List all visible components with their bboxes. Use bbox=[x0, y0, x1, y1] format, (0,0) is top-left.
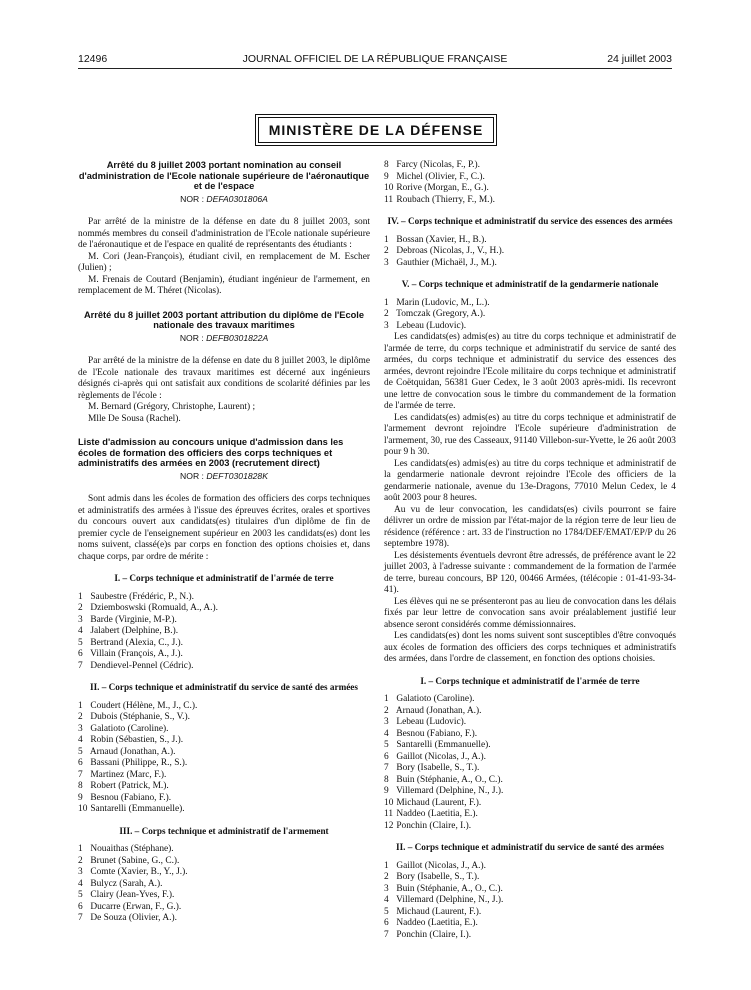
page-header bbox=[78, 53, 672, 67]
paragraph: Les désistements éventuels devront être adressés, de préférence avant le 22 juillet 2003, à l'adresse suivante : commandement de la formation de l'armée de terre, bureau concours, BP 120, 00466 Armées, (télécopie : 01-41-93-34-41). bbox=[384, 550, 676, 595]
left-column bbox=[78, 160, 370, 925]
candidate-name: Clairy (Jean-Yves, F.). bbox=[88, 890, 175, 900]
list-item bbox=[384, 884, 676, 896]
nor-code: DEFB0301822A bbox=[206, 332, 269, 343]
rank-number: 6 bbox=[78, 901, 83, 912]
rank-number: 10 bbox=[384, 183, 394, 193]
rank-number: 2 bbox=[78, 855, 83, 866]
section-title: III. – Corps technique et administratif de l'armement bbox=[119, 825, 329, 836]
ranked-list bbox=[384, 861, 676, 942]
list-item bbox=[78, 724, 370, 736]
list-item bbox=[384, 930, 676, 942]
candidate-name: Coudert (Hélène, M., J., C.). bbox=[88, 700, 198, 711]
list-item bbox=[384, 821, 676, 833]
candidate-name: Robin (Sébastien, S., J.). bbox=[88, 735, 184, 745]
section-title: I. – Corps technique et administratif de l'armée de terre bbox=[114, 573, 334, 583]
rank-number: 3 bbox=[78, 614, 83, 625]
list-item bbox=[384, 258, 676, 270]
list-item bbox=[384, 321, 676, 333]
list-item bbox=[384, 160, 676, 172]
rank-number: 2 bbox=[78, 603, 83, 613]
list-item bbox=[384, 309, 676, 321]
list-item bbox=[78, 902, 370, 914]
list-item bbox=[78, 661, 370, 673]
candidate-name: Michel (Olivier, F., C.). bbox=[394, 171, 485, 182]
candidate-name: Bassani (Philippe, R., S.). bbox=[88, 758, 188, 768]
candidate-name: Ducarre (Erwan, F., G.). bbox=[88, 901, 182, 912]
paragraph: Sont admis dans les écoles de formation des officiers des corps techniques et administratifs des armées à l'issue des épreuves écrites, orales et sportives du concours ouvert aux candidats(es) titulaires d'un diplôme de fin de premier cycle de l'enseignement supérieur en 2003 les candidats(es) dont les noms suivent, classé(e)s par corps en fonction des options choisies et, dans chaque corps, par ordre de mérite : bbox=[78, 494, 370, 562]
ranked-list bbox=[384, 160, 676, 206]
paragraph: M. Bernard (Grégory, Christophe, Laurent) ; bbox=[88, 402, 256, 412]
nor-reference: NOR : DEFB0301822A bbox=[179, 332, 269, 343]
rank-number: 10 bbox=[384, 797, 394, 808]
candidate-name: Arnaud (Jonathan, A.). bbox=[88, 746, 176, 757]
paragraph: Les élèves qui ne se présenteront pas au lieu de convocation dans les délais fixés par leur lettre de convocation sans avoir préalablement justifié leur absence seront considérés comme démissionnaires. bbox=[384, 596, 676, 630]
candidate-name: Villemard (Delphine, N., J.). bbox=[394, 895, 504, 905]
rank-number: 2 bbox=[384, 705, 389, 716]
list-item bbox=[384, 183, 676, 195]
list-item bbox=[78, 890, 370, 902]
rank-number: 3 bbox=[384, 257, 389, 268]
candidate-name: Bory (Isabelle, S., T.). bbox=[394, 872, 480, 882]
section-title: I. – Corps technique et administratif de l'armée de terre bbox=[420, 675, 640, 686]
candidate-name: Ponchin (Claire, I.). bbox=[394, 820, 472, 831]
list-item bbox=[78, 879, 370, 891]
candidate-name: Gauthier (Michaël, J., M.). bbox=[394, 257, 497, 268]
list-item bbox=[384, 694, 676, 706]
rank-number: 4 bbox=[78, 735, 83, 745]
rank-number: 3 bbox=[384, 320, 389, 331]
candidate-name: Rorive (Morgan, E., G.). bbox=[394, 183, 489, 193]
paragraph: M. Cori (Jean-François), étudiant civil, en remplacement de M. Escher (Julien) ; bbox=[78, 251, 370, 273]
candidate-name: Santarelli (Emmanuelle). bbox=[394, 740, 491, 750]
article-title: Arrêté du 8 juillet 2003 portant attribution du diplôme de l'Ecole nationale des travaux maritimes bbox=[83, 309, 365, 330]
rank-number: 8 bbox=[384, 774, 389, 785]
rank-number: 1 bbox=[78, 844, 83, 854]
section-title: II. – Corps technique et administratif du service de santé des armées bbox=[396, 842, 664, 852]
paragraph: Au vu de leur convocation, les candidats(es) civils pourront se faire délivrer un ordre de mission par l'état-major de la région terre de leur lieu de résidence (référence : art. 33 de l'instruction no 1784/DEF/EMAT/EP/P du 26 septembre 1978). bbox=[384, 504, 676, 549]
list-item bbox=[384, 195, 676, 207]
candidate-name: Bulycz (Sarah, A.). bbox=[88, 878, 163, 889]
list-item bbox=[384, 752, 676, 764]
list-item bbox=[78, 913, 370, 925]
rank-number: 7 bbox=[384, 929, 389, 940]
list-item bbox=[384, 798, 676, 810]
rank-number: 8 bbox=[384, 160, 389, 170]
rank-number: 10 bbox=[78, 804, 88, 814]
rank-number: 7 bbox=[78, 913, 83, 923]
paragraph: Les candidats(es) admis(es) au titre du corps technique et administratif de l'armement devront rejoindre l'Ecole supérieure d'administration de l'armement, 30, rue des Casseaux, 91140 Villebon-sur-Yvette, le 26 août 2003 pour 9 h 30. bbox=[384, 412, 676, 457]
rank-number: 9 bbox=[384, 171, 389, 182]
candidate-name: Galatioto (Caroline). bbox=[88, 723, 169, 734]
paragraph: M. Frenais de Coutard (Benjamin), étudiant ingénieur de l'armement, en remplacement de M. Théret (Nicolas). bbox=[78, 274, 370, 296]
list-item bbox=[78, 867, 370, 879]
rank-number: 4 bbox=[384, 895, 389, 905]
candidate-name: Bossan (Xavier, H., B.). bbox=[394, 234, 487, 245]
ranked-list bbox=[384, 235, 676, 270]
header-rule bbox=[78, 68, 672, 69]
rank-number: 3 bbox=[78, 867, 83, 877]
rank-number: 4 bbox=[78, 878, 83, 889]
list-item bbox=[384, 809, 676, 821]
list-item bbox=[384, 298, 676, 310]
list-item bbox=[384, 235, 676, 247]
rank-number: 6 bbox=[78, 649, 83, 659]
candidate-name: Brunet (Sabine, G., C.). bbox=[88, 855, 180, 866]
candidate-name: Bertrand (Alexia, C., J.). bbox=[88, 637, 184, 648]
list-item bbox=[78, 793, 370, 805]
paragraph: Par arrêté de la ministre de la défense en date du 8 juillet 2003, le diplôme de l'Ecole nationale des travaux maritimes est décerné aux ingénieurs désignés ci-après qui ont satisfait aux conditions de scolarité définies par les règlements de l'école : bbox=[78, 356, 370, 401]
rank-number: 2 bbox=[384, 309, 389, 319]
list-item bbox=[384, 763, 676, 775]
list-item bbox=[384, 706, 676, 718]
candidate-name: Villemard (Delphine, N., J.). bbox=[394, 786, 504, 796]
candidate-name: Gaillot (Nicolas, J., A.). bbox=[394, 751, 486, 762]
rank-number: 2 bbox=[78, 712, 83, 722]
list-item bbox=[78, 856, 370, 868]
list-item bbox=[384, 246, 676, 258]
rank-number: 9 bbox=[384, 786, 389, 796]
paragraph: Les candidats(es) admis(es) au titre du corps technique et administratif de l'armée de terre, du corps technique et administratif du service de santé des armées, du corps technique et administratif du service des essences des armées, devront rejoindre l'Ecole militaire du corps technique et administratif de Coëtquidan, 56381 Guer Cedex, le 3 août 2003 après-midi. Ils recevront une lettre de convocation sous le timbre du commandement de la formation de l'armée de terre. bbox=[384, 332, 676, 411]
list-item bbox=[78, 649, 370, 661]
ministry-heading: MINISTÈRE DE LA DÉFENSE bbox=[258, 117, 494, 143]
paragraph: Les candidats(es) admis(es) au titre du corps technique et administratif de la gendarmerie nationale devront rejoindre l'Ecole des officiers de la gendarmerie nationale, avenue du 13e-Dragons, 77010 Melun Cedex, le 4 août 2003 pour 8 heures. bbox=[384, 458, 676, 503]
candidate-name: Nouaithas (Stéphane). bbox=[88, 844, 174, 854]
candidate-name: Saubestre (Frédéric, P., N.). bbox=[88, 591, 194, 602]
ranked-list bbox=[78, 592, 370, 673]
journal-title: JOURNAL OFFICIEL DE LA RÉPUBLIQUE FRANÇAISE bbox=[242, 53, 508, 65]
candidate-name: Barde (Virginie, M-P.). bbox=[88, 614, 177, 625]
list-item bbox=[384, 729, 676, 741]
rank-number: 7 bbox=[78, 660, 83, 671]
issue-date: 24 juillet 2003 bbox=[607, 53, 672, 65]
rank-number: 3 bbox=[384, 717, 389, 727]
rank-number: 1 bbox=[384, 694, 389, 704]
nor-reference: NOR : DEFA0301806A bbox=[180, 193, 268, 204]
rank-number: 3 bbox=[384, 883, 389, 894]
candidate-name: Buin (Stéphanie, A., O., C.). bbox=[394, 774, 503, 785]
list-item bbox=[78, 638, 370, 650]
rank-number: 1 bbox=[384, 860, 389, 871]
list-item bbox=[384, 918, 676, 930]
rank-number: 7 bbox=[78, 769, 83, 780]
ranked-list bbox=[78, 844, 370, 925]
list-item bbox=[78, 844, 370, 856]
candidate-name: Robert (Patrick, M.). bbox=[88, 781, 169, 791]
list-item bbox=[78, 603, 370, 615]
candidate-name: Michaud (Laurent, F.). bbox=[394, 797, 482, 808]
list-item bbox=[384, 775, 676, 787]
list-item bbox=[384, 740, 676, 752]
candidate-name: De Souza (Olivier, A.). bbox=[88, 913, 177, 923]
rank-number: 8 bbox=[78, 781, 83, 791]
list-item bbox=[78, 770, 370, 782]
candidate-name: Villain (François, A., J.). bbox=[88, 649, 183, 659]
rank-number: 5 bbox=[384, 740, 389, 750]
rank-number: 5 bbox=[78, 637, 83, 648]
candidate-name: Martinez (Marc, F.). bbox=[88, 769, 167, 780]
paragraph: Par arrêté de la ministre de la défense en date du 8 juillet 2003, sont nommés membres du conseil d'administration de l'Ecole nationale supérieure de l'aéronautique et de l'espace en qualité de représentants des étudiants : bbox=[78, 217, 370, 250]
candidate-name: Dendievel-Pennel (Cédric). bbox=[88, 660, 194, 671]
candidate-name: Comte (Xavier, B., Y., J.). bbox=[88, 867, 188, 877]
list-item bbox=[78, 735, 370, 747]
instructions bbox=[384, 332, 676, 666]
rank-number: 7 bbox=[384, 763, 389, 773]
candidate-name: Lebeau (Ludovic). bbox=[394, 717, 467, 727]
list-item bbox=[384, 786, 676, 798]
candidate-name: Naddeo (Laetitia, E.). bbox=[394, 918, 478, 928]
list-item bbox=[78, 712, 370, 724]
candidate-name: Gaillot (Nicolas, J., A.). bbox=[394, 860, 486, 871]
candidate-name: Tomczak (Gregory, A.). bbox=[394, 309, 486, 319]
candidate-name: Debroas (Nicolas, J., V., H.). bbox=[394, 246, 505, 256]
list-item bbox=[78, 615, 370, 627]
rank-number: 4 bbox=[78, 626, 83, 636]
rank-number: 6 bbox=[384, 918, 389, 928]
list-item bbox=[78, 758, 370, 770]
nor-code: DEFA0301806A bbox=[206, 193, 268, 204]
rank-number: 5 bbox=[78, 890, 83, 900]
list-item bbox=[384, 172, 676, 184]
rank-number: 6 bbox=[78, 758, 83, 768]
list-item bbox=[384, 861, 676, 873]
candidate-name: Farcy (Nicolas, F., P.). bbox=[394, 160, 480, 170]
rank-number: 11 bbox=[384, 809, 394, 819]
rank-number: 11 bbox=[384, 194, 394, 205]
rank-number: 4 bbox=[384, 728, 389, 739]
list-item bbox=[384, 872, 676, 884]
section-title: II. – Corps technique et administratif du service de santé des armées bbox=[90, 682, 358, 692]
candidate-name: Michaud (Laurent, F.). bbox=[394, 906, 482, 917]
candidate-name: Bory (Isabelle, S., T.). bbox=[394, 763, 480, 773]
ranked-list bbox=[384, 694, 676, 832]
rank-number: 2 bbox=[384, 872, 389, 882]
section-title: V. – Corps technique et administratif de la gendarmerie nationale bbox=[401, 279, 659, 289]
candidate-name: Jalabert (Delphine, B.). bbox=[88, 626, 179, 636]
ranked-list bbox=[384, 298, 676, 333]
rank-number: 1 bbox=[384, 234, 389, 245]
candidate-name: Arnaud (Jonathan, A.). bbox=[394, 705, 482, 716]
list-item bbox=[384, 717, 676, 729]
candidate-name: Buin (Stéphanie, A., O., C.). bbox=[394, 883, 503, 894]
nor-code: DEFT0301828K bbox=[206, 470, 268, 481]
list-item bbox=[78, 626, 370, 638]
rank-number: 1 bbox=[384, 297, 389, 308]
rank-number: 5 bbox=[78, 746, 83, 757]
candidate-name: Roubach (Thierry, F., M.). bbox=[394, 194, 495, 205]
candidate-name: Marin (Ludovic, M., L.). bbox=[394, 297, 490, 308]
list-item bbox=[384, 895, 676, 907]
section-title: IV. – Corps technique et administratif du service des essences des armées bbox=[387, 216, 673, 226]
candidate-name: Besnou (Fabiano, F.). bbox=[394, 728, 478, 739]
article-title: Arrêté du 8 juillet 2003 portant nomination au conseil d'administration de l'Ecole nationale supérieure de l'aéronautique et de l'espace bbox=[78, 160, 370, 191]
rank-number: 2 bbox=[384, 246, 389, 256]
list-item bbox=[78, 781, 370, 793]
list-item bbox=[78, 804, 370, 816]
page-number: 12496 bbox=[78, 53, 108, 65]
rank-number: 3 bbox=[78, 723, 83, 734]
candidate-name: Dziemboswski (Romuald, A., A.). bbox=[88, 603, 218, 613]
candidate-name: Lebeau (Ludovic). bbox=[394, 320, 467, 331]
candidate-name: Ponchin (Claire, I.). bbox=[394, 929, 472, 940]
paragraph: Les candidats(es) dont les noms suivent sont susceptibles d'être convoqués aux écoles de formation des officiers des corps techniques et administratifs des armées, dans l'ordre de classement, en fonction des options choisies. bbox=[384, 631, 676, 664]
list-item bbox=[78, 592, 370, 604]
right-column bbox=[384, 160, 676, 941]
candidate-name: Santarelli (Emmanuelle). bbox=[88, 804, 185, 814]
list-item bbox=[78, 747, 370, 759]
rank-number: 1 bbox=[78, 591, 83, 602]
paragraph: Mlle De Sousa (Rachel). bbox=[88, 413, 181, 424]
article-title: Liste d'admission au concours unique d'admission dans les écoles de formation des officiers des corps techniques et administratifs des armées en 2003 (recrutement direct) bbox=[78, 437, 344, 468]
list-item bbox=[78, 701, 370, 713]
nor-reference: NOR : DEFT0301828K bbox=[180, 470, 268, 481]
rank-number: 12 bbox=[384, 820, 394, 831]
rank-number: 5 bbox=[384, 906, 389, 917]
candidate-name: Galatioto (Caroline). bbox=[394, 694, 475, 704]
rank-number: 1 bbox=[78, 700, 83, 711]
candidate-name: Dubois (Stéphanie, S., V.). bbox=[88, 712, 190, 722]
ranked-list bbox=[78, 701, 370, 816]
candidate-name: Naddeo (Laetitia, E.). bbox=[394, 809, 478, 819]
rank-number: 6 bbox=[384, 751, 389, 762]
list-item bbox=[384, 907, 676, 919]
rank-number: 9 bbox=[78, 792, 83, 803]
candidate-name: Besnou (Fabiano, F.). bbox=[88, 792, 172, 803]
